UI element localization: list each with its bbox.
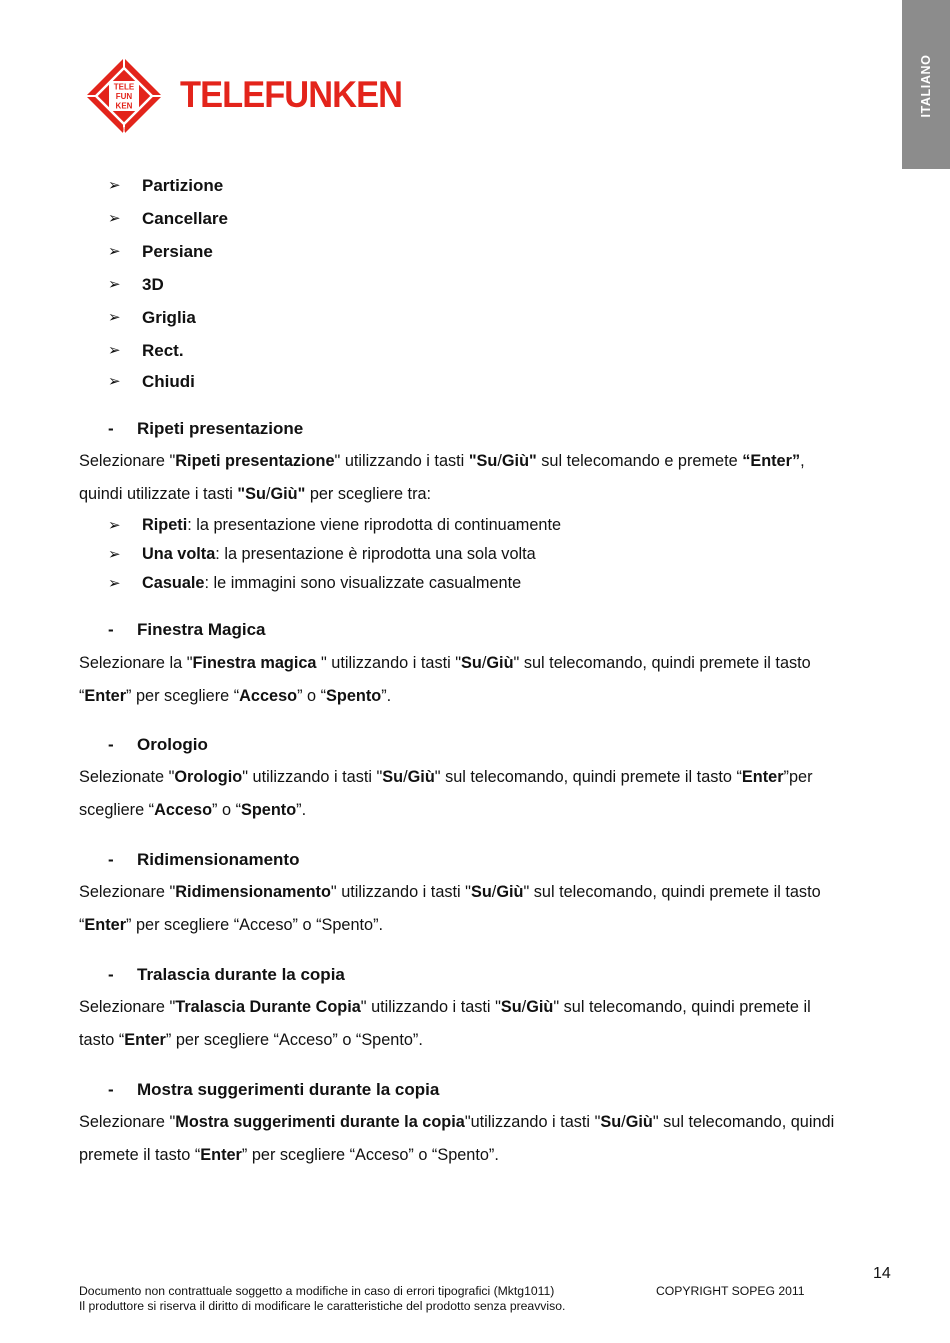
arrow-bullet-icon: ➢ bbox=[108, 546, 121, 563]
arrow-bullet-icon: ➢ bbox=[108, 210, 121, 227]
footer-copyright: COPYRIGHT SOPEG 2011 bbox=[656, 1284, 805, 1298]
paragraph-ripeti: Selezionare "Ripeti presentazione" utilizzando i tasti "Su/Giù" sul telecomando e premete “Enter”, quindi utilizzate i tasti "Su/Giù" per scegliere tra: bbox=[79, 452, 805, 503]
arrow-bullet-icon: ➢ bbox=[108, 177, 121, 194]
page-number: 14 bbox=[873, 1265, 891, 1282]
arrow-bullet-icon: ➢ bbox=[108, 342, 121, 359]
logo-line-2: FUN bbox=[115, 92, 133, 101]
language-tab-label: ITALIANO bbox=[919, 54, 933, 118]
footer-disclaimer-2: Il produttore si riserva il diritto di modificare le caratteristiche del prodotto senza preavviso. bbox=[79, 1299, 566, 1313]
logo-line-1: TELE bbox=[113, 82, 135, 92]
arrow-bullet-icon: ➢ bbox=[108, 517, 121, 534]
arrow-bullet-icon: ➢ bbox=[108, 373, 121, 390]
paragraph-ridimensionamento: Selezionare "Ridimensionamento" utilizzando i tasti "Su/Giù" sul telecomando, quindi premete il tasto “Enter” per scegliere “Acceso” o “Spento”. bbox=[79, 883, 821, 934]
logo-line-3: KEN bbox=[115, 101, 133, 111]
brand-name: TELEFUNKEN bbox=[180, 74, 403, 115]
paragraph-tralascia: Selezionare "Tralascia Durante Copia" utilizzando i tasti "Su/Giù" sul telecomando, quindi premete il tasto “Enter” per scegliere “Acceso” o “Spento”. bbox=[79, 998, 811, 1049]
section-heading-orologio: - Orologio bbox=[108, 735, 208, 754]
section-heading-ripeti: - Ripeti presentazione bbox=[108, 419, 304, 438]
arrow-bullet-icon: ➢ bbox=[108, 276, 121, 293]
registered-mark: ® bbox=[121, 128, 127, 134]
section-heading-mostra: - Mostra suggerimenti durante la copia bbox=[108, 1080, 440, 1099]
paragraph-finestra: Selezionare la "Finestra magica " utilizzando i tasti "Su/Giù" sul telecomando, quindi premete il tasto “Enter” per scegliere “Acceso” o “Spento”. bbox=[79, 654, 811, 705]
telefunken-logo bbox=[84, 56, 164, 136]
arrow-bullet-icon: ➢ bbox=[108, 575, 121, 592]
section-heading-ridimensionamento: - Ridimensionamento bbox=[108, 850, 300, 869]
paragraph-orologio: Selezionate "Orologio" utilizzando i tasti "Su/Giù" sul telecomando, quindi premete il tasto “Enter”per scegliere “Acceso” o “Spento”. bbox=[79, 768, 813, 819]
arrow-bullet-icon: ➢ bbox=[108, 243, 121, 260]
section-heading-tralascia: - Tralascia durante la copia bbox=[108, 965, 345, 984]
language-tab bbox=[902, 0, 950, 169]
paragraph-mostra: Selezionare "Mostra suggerimenti durante la copia"utilizzando i tasti "Su/Giù" sul telecomando, quindi premete il tasto “Enter” per scegliere “Acceso” o “Spento”. bbox=[79, 1113, 835, 1164]
arrow-bullet-icon: ➢ bbox=[108, 309, 121, 326]
section-heading-finestra: - Finestra Magica bbox=[108, 620, 266, 639]
footer-disclaimer-1: Documento non contrattuale soggetto a modifiche in caso di errori tipografici (Mktg1011) bbox=[79, 1284, 555, 1298]
